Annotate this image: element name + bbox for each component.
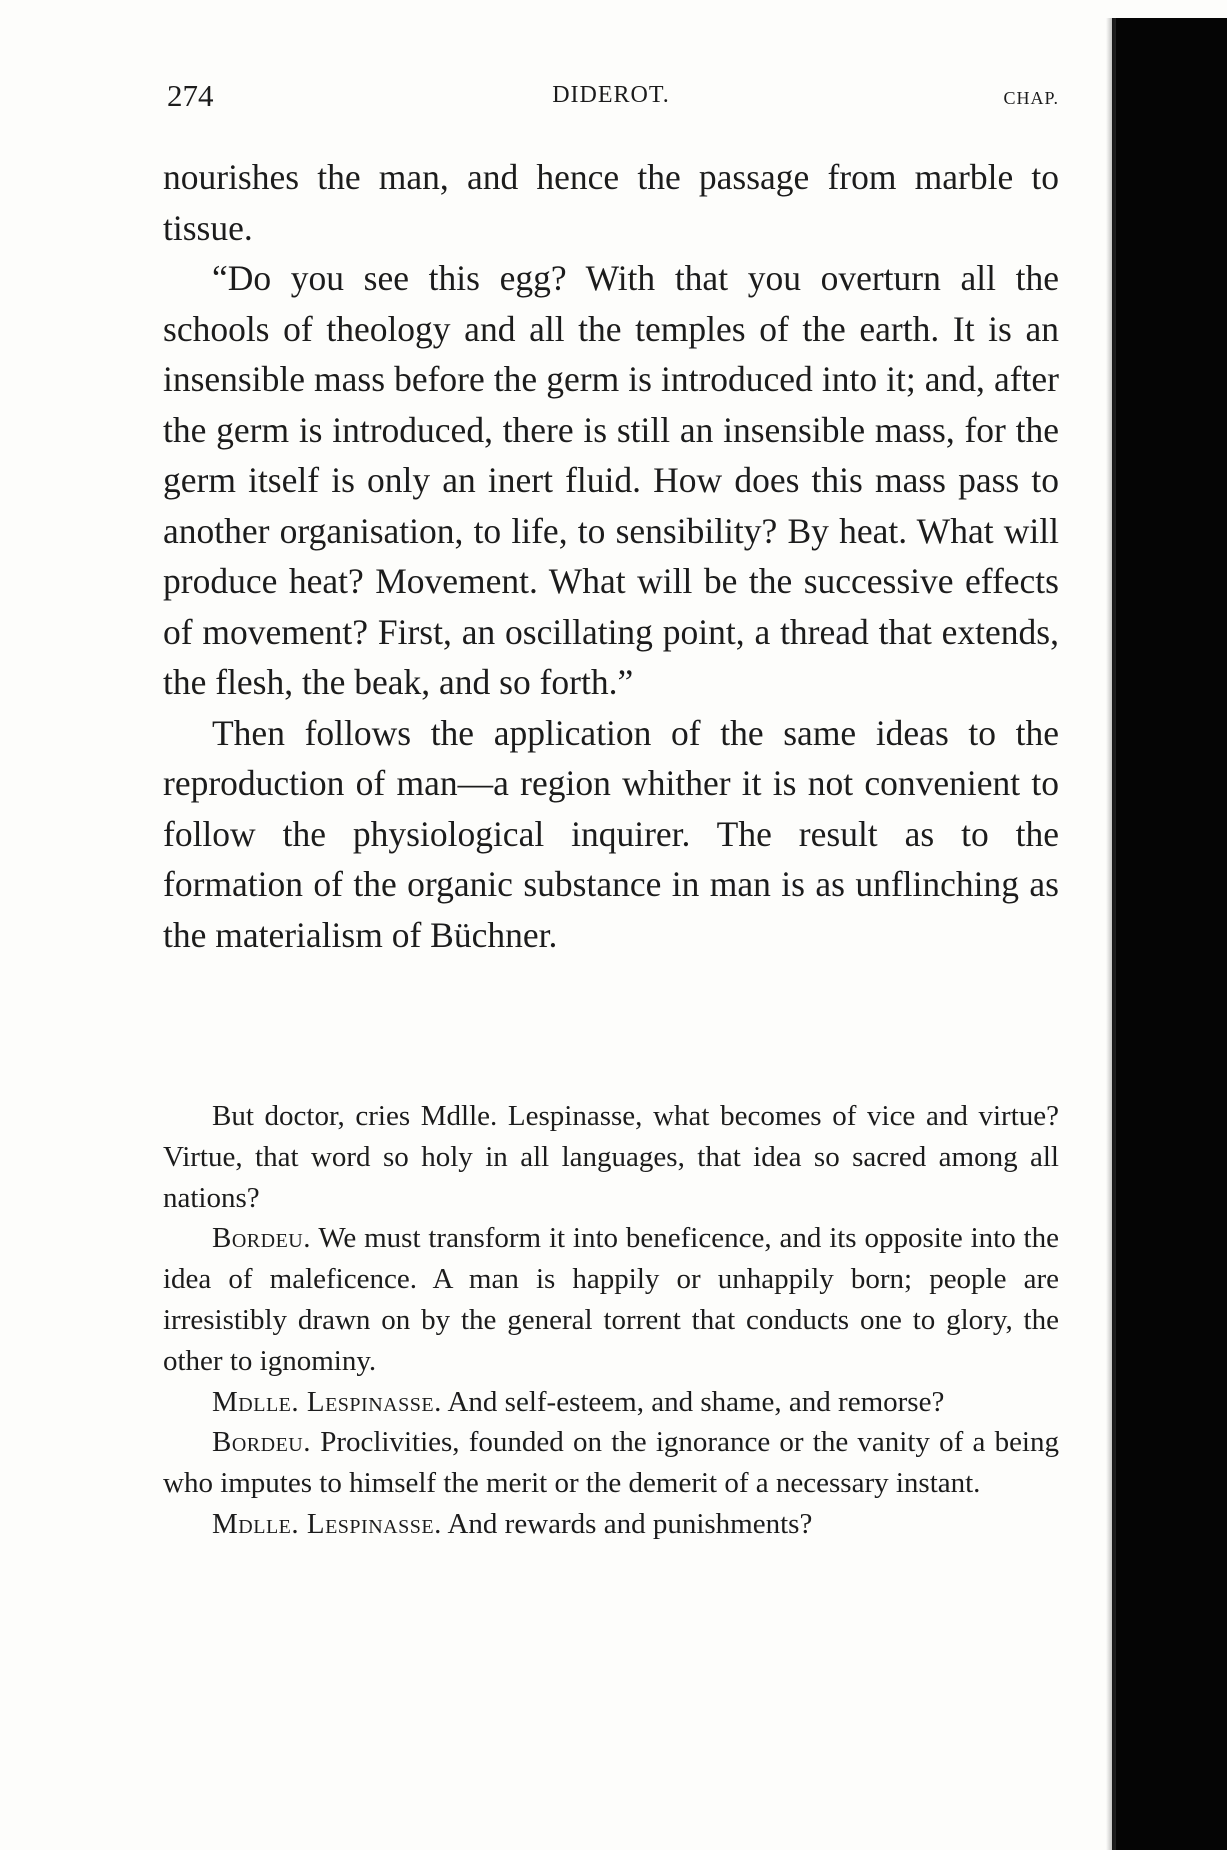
dialogue-line	[163, 1422, 1059, 1504]
dialogue-line	[163, 1096, 1059, 1218]
speaker-name: Bordeu.	[212, 1426, 311, 1459]
speaker-name: Bordeu.	[212, 1222, 311, 1255]
dialogue-line	[163, 1382, 1059, 1423]
dialogue-excerpt	[163, 1096, 1059, 1545]
dialogue-text: But doctor, cries Mdlle. Lespinasse, what becomes of vice and virtue? Virtue, that word so holy in all languages, that idea so sacred among all nations?	[163, 1100, 1059, 1214]
paragraph-quote: “Do you see this egg? With that you overturn all the schools of theology and all the temples of the earth. It is an insensible mass before the germ is introduced into it; and, after the germ is introduced, there is still an insensible mass, for the germ itself is only an inert fluid. How does this mass pass to another organisation, to life, to sensibility? By heat. What will produce heat? Movement. What will be the successive effects of movement? First, an oscillating point, a thread that extends, the flesh, the beak, and so forth.”	[163, 258, 1059, 702]
dialogue-line	[163, 1504, 1059, 1545]
page-edge-shadow	[1112, 18, 1227, 1850]
dialogue-text: And rewards and punishments?	[441, 1507, 813, 1540]
running-title: DIDEROT.	[552, 82, 670, 108]
main-text	[163, 152, 1059, 960]
dialogue-line	[163, 1218, 1059, 1381]
paragraph-continued: nourishes the man, and hence the passage from marble to tissue.	[163, 157, 1059, 248]
dialogue-text: And self-esteem, and shame, and remorse?	[441, 1385, 945, 1418]
dialogue-text: Proclivities, founded on the ignorance or the vanity of a being who imputes to himself the merit or the demerit of a necessary instant.	[163, 1426, 1059, 1500]
running-header	[163, 78, 1059, 118]
page-number: 274	[167, 78, 214, 113]
paragraph-commentary: Then follows the application of the same ideas to the reproduction of man—a region whither it is not convenient to follow the physiological inquirer. The result as to the formation of the organic substance in man is as unflinching as the materialism of Büchner.	[163, 712, 1059, 955]
dialogue-text: We must transform it into beneficence, and its opposite into the idea of maleficence. A man is happily or unhappily born; people are irresistibly drawn on by the general torrent that conducts one to glory, the other to ignominy.	[163, 1222, 1059, 1377]
chapter-label: CHAP.	[1003, 88, 1059, 108]
speaker-name: Mdlle. Lespinasse.	[212, 1507, 442, 1540]
speaker-name: Mdlle. Lespinasse.	[212, 1385, 442, 1418]
